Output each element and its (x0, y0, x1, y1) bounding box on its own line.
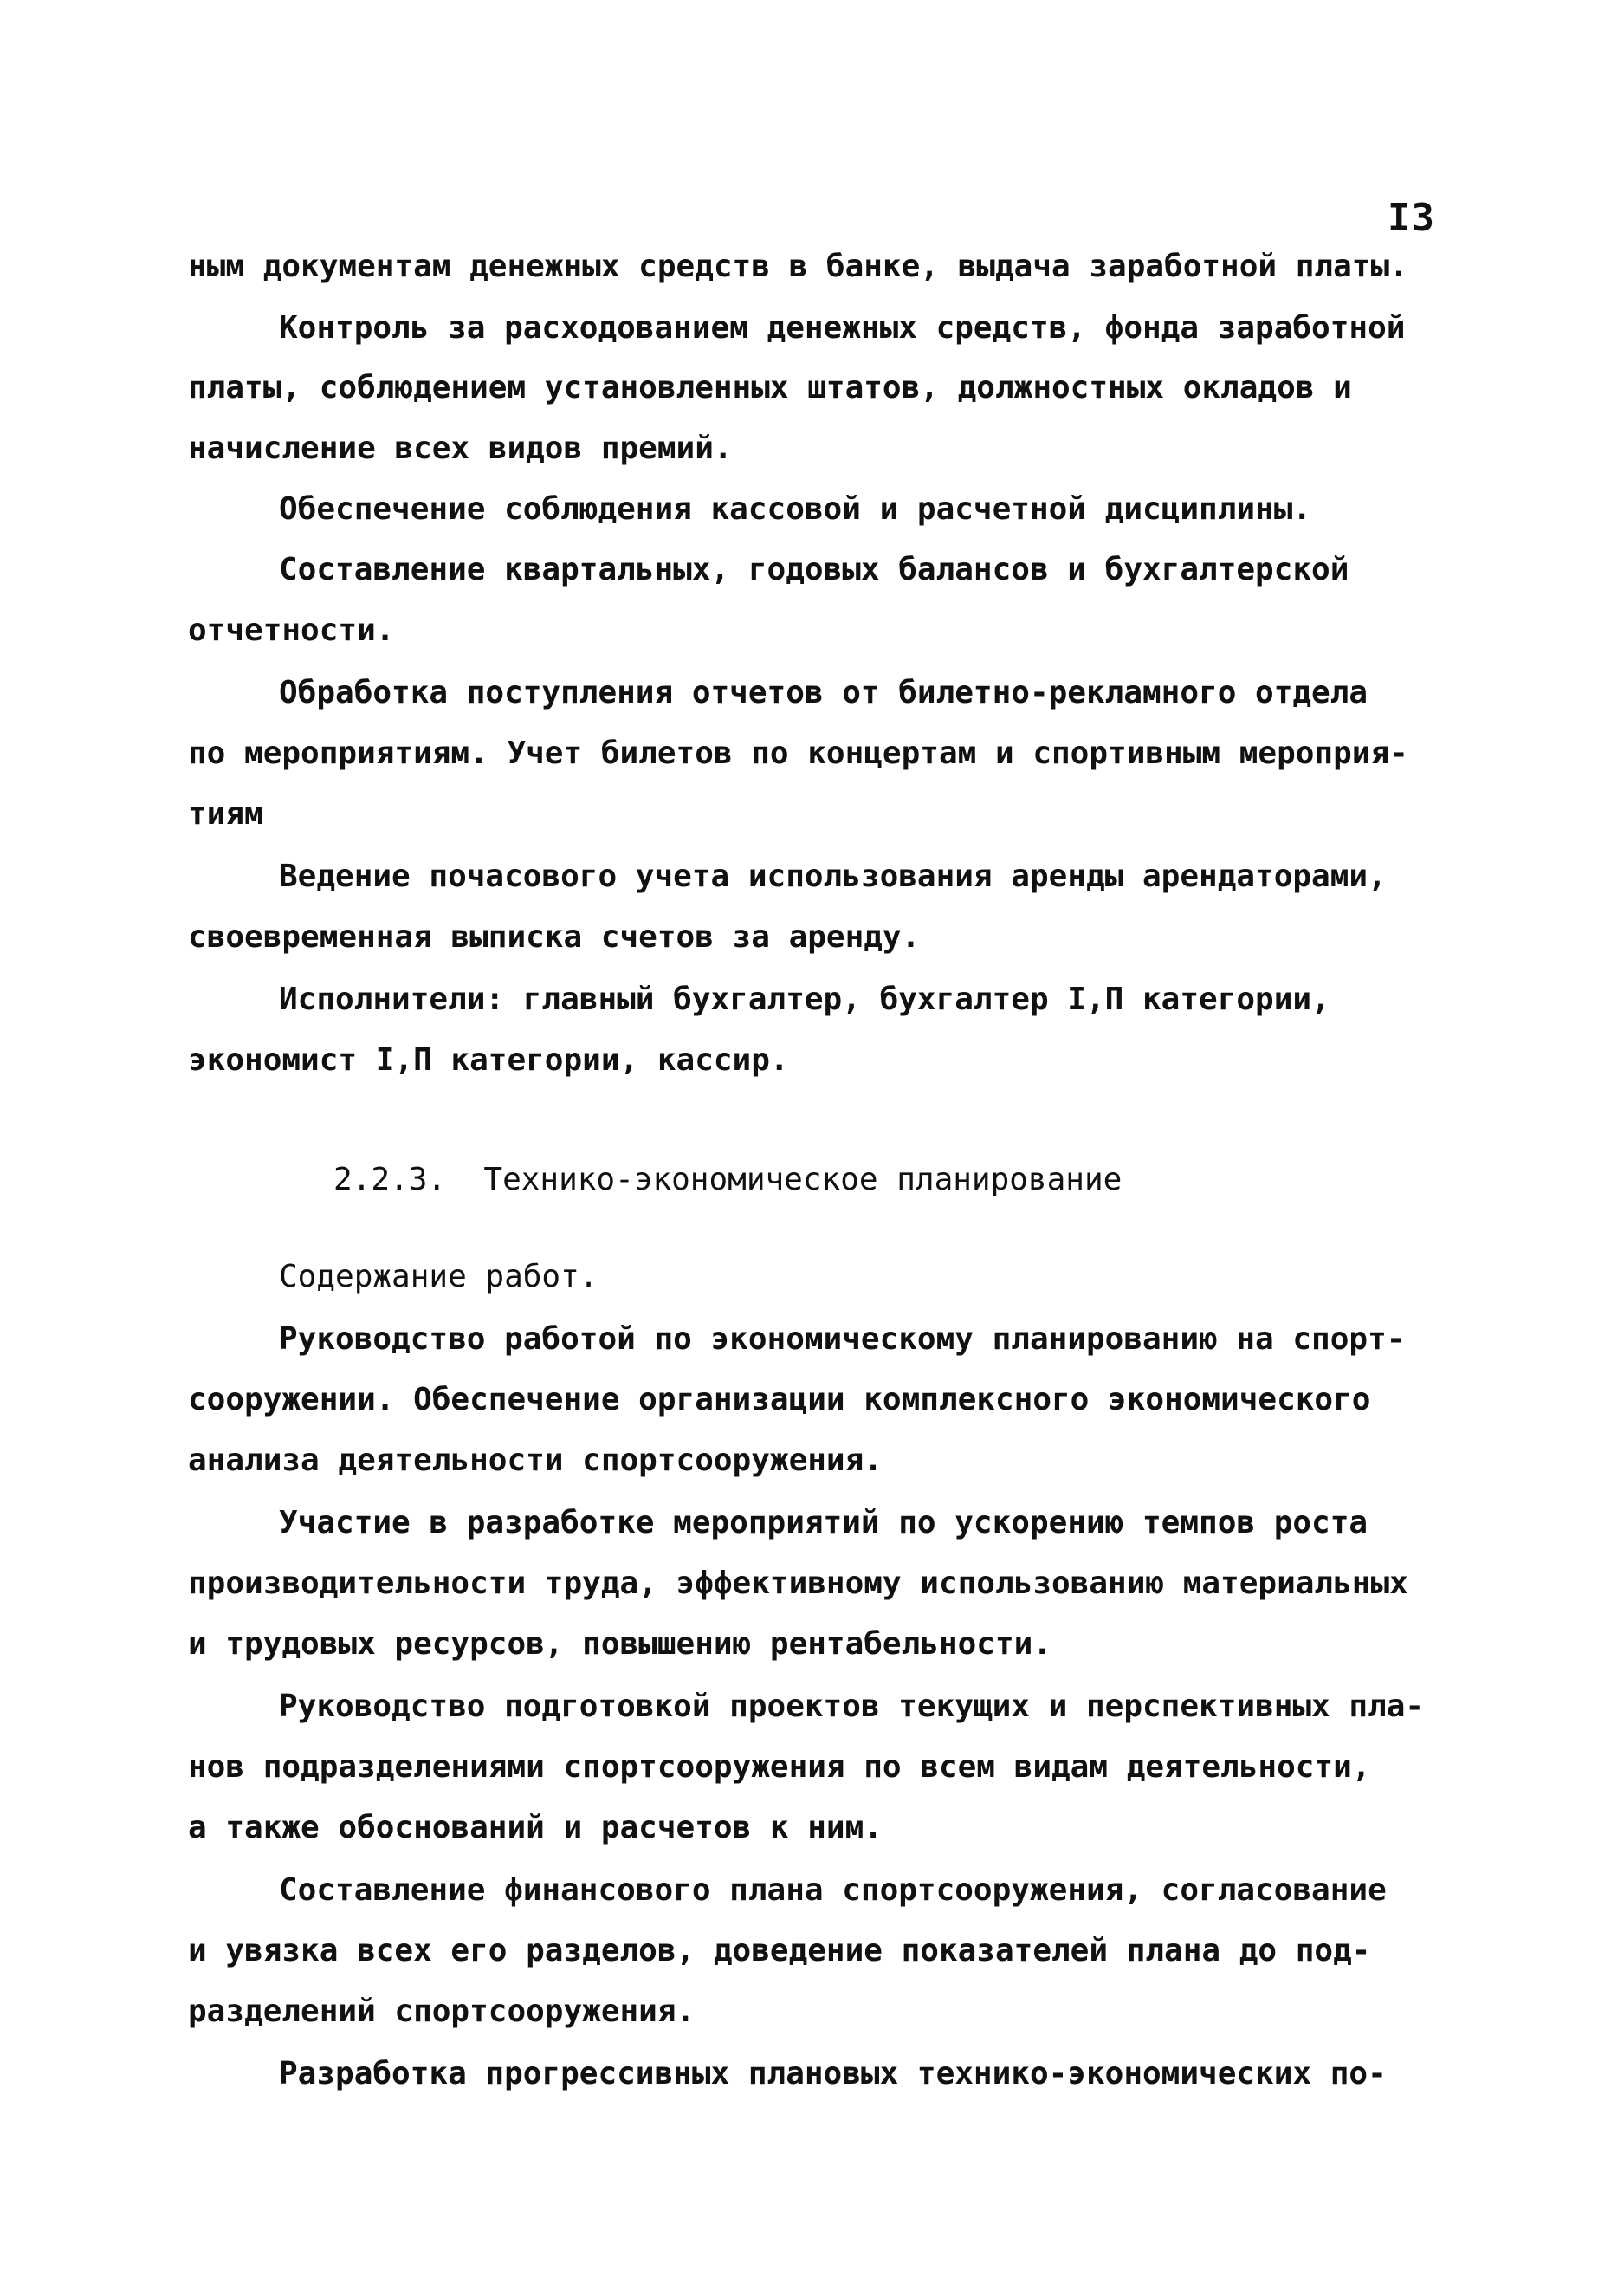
page-number: I3 (1388, 196, 1435, 240)
text-line: Разработка прогрессивных плановых технико-экономических по- (279, 2056, 1387, 2091)
text-line: сооружении. Обеспечение организации комплексного экономического (188, 1382, 1371, 1417)
text-line: платы, соблюдением установленных штатов, должностных окладов и (188, 370, 1352, 405)
text-line: разделений спортсооружения. (188, 1994, 696, 2029)
text-line: начисление всех видов премий. (188, 431, 733, 466)
text-line: ным документам денежных средств в банке, выдача заработной платы. (188, 249, 1408, 284)
text-line: анализа деятельности спортсооружения. (188, 1443, 883, 1478)
text-line: отчетности. (188, 613, 395, 648)
text-line: а также обоснований и расчетов к ним. (188, 1810, 883, 1845)
text-line: экономист I,П категории, кассир. (188, 1042, 789, 1078)
text-line: Ведение почасового учета использования аренды арендаторами, (279, 859, 1387, 894)
text-line: Обработка поступления отчетов от билетно-рекламного отдела (279, 675, 1368, 710)
text-line: производительности труда, эффективному использованию материальных (188, 1566, 1408, 1601)
text-line: нов подразделениями спортсооружения по всем видам деятельности, (188, 1749, 1371, 1785)
text-line: Обеспечение соблюдения кассовой и расчетной дисциплины. (279, 491, 1312, 527)
section-heading: 2.2.3. Технико-экономическое планирование (333, 1162, 1123, 1197)
text-line: Контроль за расходованием денежных средств, фонда заработной (279, 310, 1406, 346)
text-line: Руководство подготовкой проектов текущих и перспективных пла- (279, 1689, 1425, 1724)
text-line: и трудовых ресурсов, повышению рентабельности. (188, 1626, 1051, 1662)
text-line: по мероприятиям. Учет билетов по концертам и спортивным мероприя- (188, 736, 1408, 771)
text-line: Составление квартальных, годовых балансов и бухгалтерской (279, 552, 1349, 587)
text-line: Руководство работой по экономическому планированию на спорт- (279, 1321, 1406, 1357)
text-line: Исполнители: главный бухгалтер, бухгалтер I,П категории, (279, 982, 1330, 1017)
text-line: Содержание работ. (279, 1259, 598, 1294)
text-line: тиям (188, 796, 263, 832)
text-line: Составление финансового плана спортсооружения, согласование (279, 1872, 1387, 1908)
text-line: Участие в разработке мероприятий по ускорению темпов роста (279, 1505, 1368, 1540)
text-line: своевременная выписка счетов за аренду. (188, 919, 921, 955)
text-line: и увязка всех его разделов, доведение показателей плана до под- (188, 1933, 1371, 1968)
